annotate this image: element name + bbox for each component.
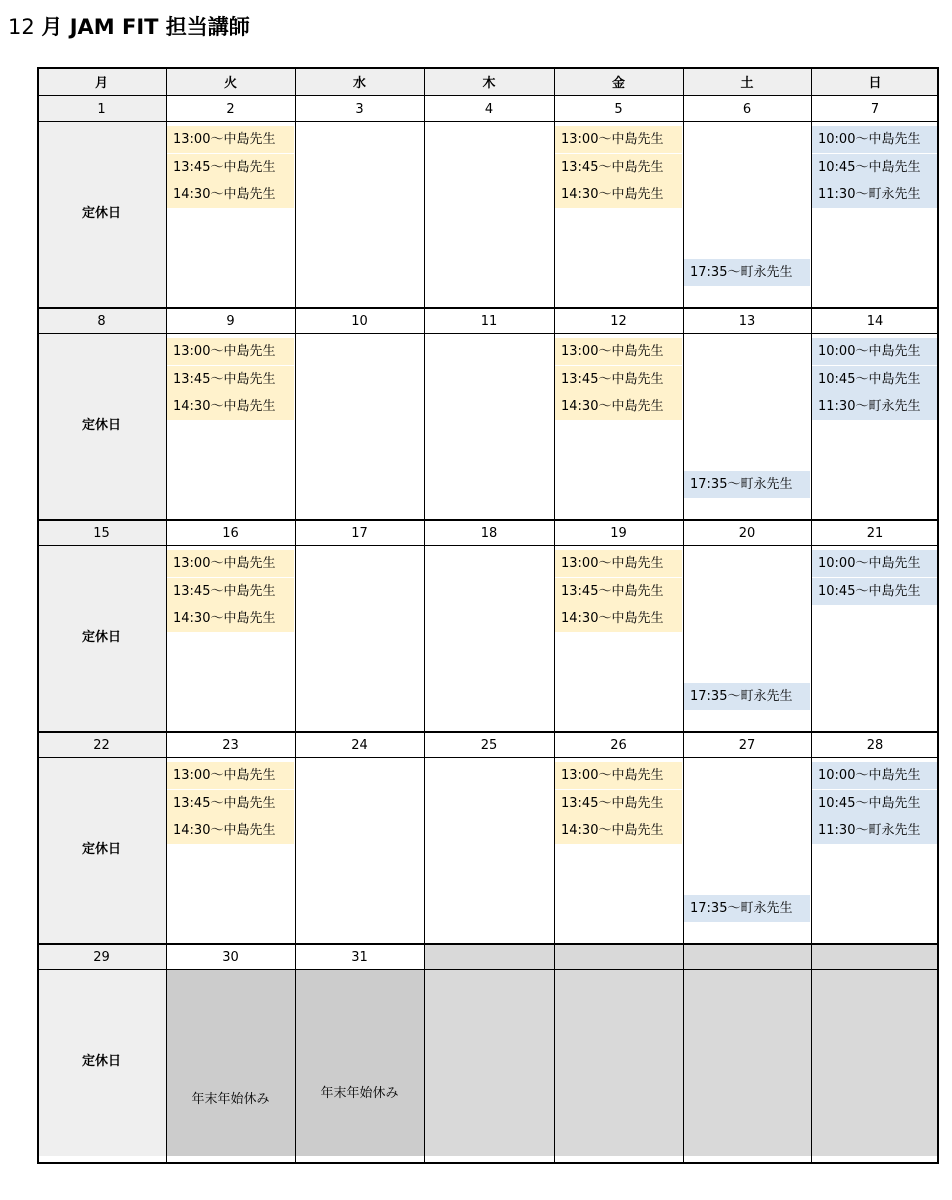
date-cell: 27	[683, 732, 811, 758]
day-cell	[811, 758, 939, 944]
day-cell	[683, 758, 811, 944]
lesson-slot: 13:45〜中島先生	[167, 790, 294, 817]
day-cell	[554, 758, 683, 944]
lesson-slot: 10:00〜中島先生	[812, 550, 938, 577]
page-title	[8, 12, 250, 42]
holiday-label: 年末年始休み	[320, 1086, 399, 1101]
grid-line	[554, 67, 555, 1164]
grid-line	[37, 731, 939, 733]
date-cell: 2	[166, 96, 295, 122]
date-cell: 6	[683, 96, 811, 122]
closed-day-label: 定休日	[81, 842, 121, 857]
lesson-slot: 10:00〜中島先生	[812, 338, 938, 365]
grid-line	[811, 67, 812, 1164]
day-cell	[683, 334, 811, 520]
lesson-slot: 10:45〜中島先生	[812, 366, 938, 393]
date-cell: 30	[166, 944, 295, 970]
grid-line	[37, 333, 939, 334]
grid-line	[37, 95, 939, 96]
lesson-slot: 13:45〜中島先生	[167, 578, 294, 605]
lesson-slot: 13:00〜中島先生	[167, 338, 294, 365]
day-cell	[37, 970, 166, 1156]
lesson-slot: 13:00〜中島先生	[167, 762, 294, 789]
date-cell: 24	[295, 732, 424, 758]
day-cell	[424, 334, 554, 520]
date-cell: 11	[424, 308, 554, 334]
weekday-header: 火	[166, 67, 295, 96]
date-cell	[811, 944, 939, 970]
lesson-slot: 13:00〜中島先生	[555, 126, 682, 153]
lesson-slot: 14:30〜中島先生	[555, 817, 682, 844]
day-cell	[683, 122, 811, 308]
lesson-slot: 10:45〜中島先生	[812, 154, 938, 181]
date-cell: 7	[811, 96, 939, 122]
lesson-slot: 10:45〜中島先生	[812, 578, 938, 605]
lesson-slot: 13:45〜中島先生	[167, 366, 294, 393]
day-cell	[295, 122, 424, 308]
date-cell: 16	[166, 520, 295, 546]
lesson-slot: 14:30〜中島先生	[167, 817, 294, 844]
weekday-header: 金	[554, 67, 683, 96]
lesson-slot: 13:45〜中島先生	[555, 366, 682, 393]
grid-line	[37, 519, 939, 521]
lesson-slot: 13:45〜中島先生	[555, 790, 682, 817]
day-cell	[554, 546, 683, 732]
schedule-calendar	[37, 67, 939, 1164]
day-cell	[37, 122, 166, 308]
lesson-slot: 17:35〜町永先生	[684, 259, 810, 286]
date-cell: 10	[295, 308, 424, 334]
date-cell: 23	[166, 732, 295, 758]
lesson-slot: 14:30〜中島先生	[167, 605, 294, 632]
day-cell	[166, 122, 295, 308]
weekday-header: 日	[811, 67, 939, 96]
date-cell: 19	[554, 520, 683, 546]
title-month: 12	[8, 15, 35, 39]
date-cell: 21	[811, 520, 939, 546]
lesson-slot: 13:00〜中島先生	[167, 126, 294, 153]
grid-line	[37, 545, 939, 546]
grid-line	[295, 67, 296, 1164]
grid-line	[37, 307, 939, 309]
lesson-slot: 14:30〜中島先生	[167, 393, 294, 420]
date-cell: 5	[554, 96, 683, 122]
date-cell: 18	[424, 520, 554, 546]
lesson-slot: 17:35〜町永先生	[684, 683, 810, 710]
lesson-slot: 17:35〜町永先生	[684, 471, 810, 498]
date-cell: 29	[37, 944, 166, 970]
lesson-slot: 17:35〜町永先生	[684, 895, 810, 922]
date-cell: 1	[37, 96, 166, 122]
day-cell	[424, 122, 554, 308]
weekday-header: 月	[37, 67, 166, 96]
weekday-header: 土	[683, 67, 811, 96]
weekday-header: 水	[295, 67, 424, 96]
day-cell	[37, 546, 166, 732]
day-cell	[683, 546, 811, 732]
date-cell	[554, 944, 683, 970]
lesson-slot: 11:30〜町永先生	[812, 181, 938, 208]
day-cell	[166, 546, 295, 732]
day-cell	[424, 758, 554, 944]
grid-line	[683, 67, 684, 1164]
grid-line	[166, 67, 167, 1164]
day-cell	[166, 334, 295, 520]
day-cell	[683, 970, 811, 1156]
day-cell	[424, 546, 554, 732]
date-cell	[424, 944, 554, 970]
lesson-slot: 13:00〜中島先生	[167, 550, 294, 577]
grid-line	[424, 67, 425, 1164]
date-cell: 26	[554, 732, 683, 758]
day-cell	[811, 122, 939, 308]
date-cell: 17	[295, 520, 424, 546]
weekday-header: 木	[424, 67, 554, 96]
lesson-slot: 13:00〜中島先生	[555, 550, 682, 577]
lesson-slot: 10:00〜中島先生	[812, 126, 938, 153]
day-cell	[295, 546, 424, 732]
lesson-slot: 11:30〜町永先生	[812, 817, 938, 844]
lesson-slot: 13:00〜中島先生	[555, 762, 682, 789]
lesson-slot: 10:45〜中島先生	[812, 790, 938, 817]
day-cell	[554, 334, 683, 520]
date-cell: 28	[811, 732, 939, 758]
date-cell: 14	[811, 308, 939, 334]
lesson-slot: 13:00〜中島先生	[555, 338, 682, 365]
grid-line	[37, 969, 939, 970]
day-cell	[554, 970, 683, 1156]
lesson-slot: 14:30〜中島先生	[555, 605, 682, 632]
date-cell: 31	[295, 944, 424, 970]
day-cell	[295, 970, 424, 1156]
day-cell	[166, 758, 295, 944]
grid-line	[37, 121, 939, 122]
date-cell: 9	[166, 308, 295, 334]
date-cell: 22	[37, 732, 166, 758]
date-cell: 4	[424, 96, 554, 122]
grid-line	[37, 943, 939, 945]
date-cell: 8	[37, 308, 166, 334]
lesson-slot: 14:30〜中島先生	[555, 181, 682, 208]
date-cell: 15	[37, 520, 166, 546]
day-cell	[424, 970, 554, 1156]
lesson-slot: 13:45〜中島先生	[555, 154, 682, 181]
date-cell: 25	[424, 732, 554, 758]
closed-day-label: 定休日	[81, 418, 121, 433]
date-cell: 20	[683, 520, 811, 546]
closed-day-label: 定休日	[81, 206, 121, 221]
date-cell: 12	[554, 308, 683, 334]
lesson-slot: 13:45〜中島先生	[167, 154, 294, 181]
title-text: 月 JAM FIT 担当講師	[41, 15, 250, 39]
date-cell	[683, 944, 811, 970]
lesson-slot: 14:30〜中島先生	[167, 181, 294, 208]
day-cell	[295, 758, 424, 944]
lesson-slot: 10:00〜中島先生	[812, 762, 938, 789]
date-cell: 3	[295, 96, 424, 122]
grid-line	[37, 757, 939, 758]
lesson-slot: 13:45〜中島先生	[555, 578, 682, 605]
day-cell	[811, 546, 939, 732]
date-cell: 13	[683, 308, 811, 334]
day-cell	[554, 122, 683, 308]
day-cell	[295, 334, 424, 520]
holiday-label: 年末年始休み	[191, 1092, 270, 1107]
day-cell	[166, 970, 295, 1156]
day-cell	[811, 970, 939, 1156]
closed-day-label: 定休日	[81, 630, 121, 645]
closed-day-label: 定休日	[81, 1054, 121, 1069]
day-cell	[37, 334, 166, 520]
lesson-slot: 14:30〜中島先生	[555, 393, 682, 420]
day-cell	[37, 758, 166, 944]
day-cell	[811, 334, 939, 520]
lesson-slot: 11:30〜町永先生	[812, 393, 938, 420]
